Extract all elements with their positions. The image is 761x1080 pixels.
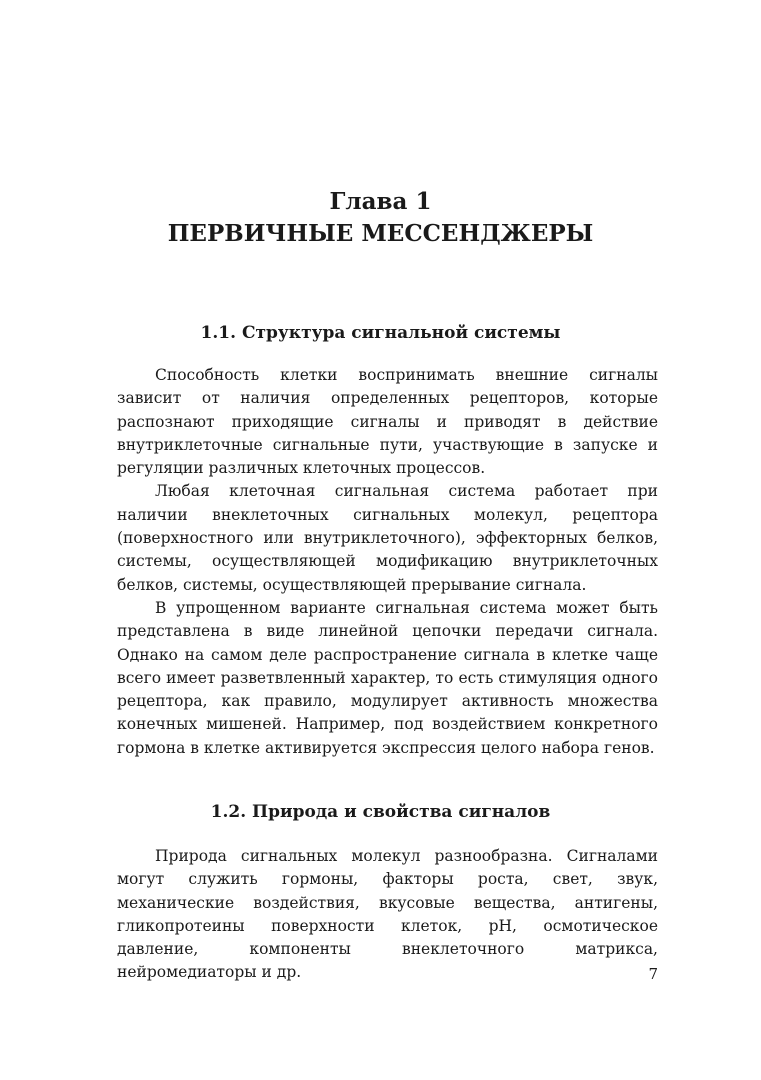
section-1-2-body [117, 845, 658, 985]
chapter-title: ПЕРВИЧНЫЕ МЕССЕНДЖЕРЫ [167, 220, 594, 247]
chapter-label: Глава 1 [329, 188, 432, 215]
section-heading-1-2: 1.2. Природа и свойства сигналов [210, 802, 551, 822]
section-1-1-body [117, 364, 658, 760]
paragraph: В упрощенном варианте сигнальная система может быть представлена в виде линейной цепочки передачи сигнала. Однако на самом деле распространение сигнала в клетке чаще всего имеет разветвленный характер, то есть стимуляция одного рецептора, как правило, модулирует активность множества конечных мишеней. Например, под воздействием конкретного гормона в клетке активируется экспрессия целого набора генов. [117, 598, 658, 757]
chapter-heading [0, 186, 761, 250]
section-heading-1-1: 1.1. Структура сигнальной системы [200, 323, 561, 343]
paragraph: Любая клеточная сигнальная система работает при наличии внеклеточных сигнальных молекул, рецептора (поверхностного или внутриклеточного), эффекторных белков, системы, осуществляющей модификацию внутриклеточных белков, системы, осуществляющей прерывание сигнала. [117, 482, 658, 594]
page-number: 7 [648, 965, 658, 983]
paragraph: Природа сигнальных молекул разнообразна. Сигналами могут служить гормоны, факторы роста, свет, звук, механические воздействия, вкусовые вещества, антигены, гликопротеины поверхности клеток, pH, осмотическое давление, компоненты внеклеточного матрикса, нейромедиаторы и др. [117, 847, 658, 982]
paragraph: Способность клетки воспринимать внешние сигналы зависит от наличия определенных рецепторов, которые распознают приходящие сигналы и приводят в действие внутриклеточные сигнальные пути, участвующие в запуске и регуляции различных клеточных процессов. [117, 366, 658, 478]
